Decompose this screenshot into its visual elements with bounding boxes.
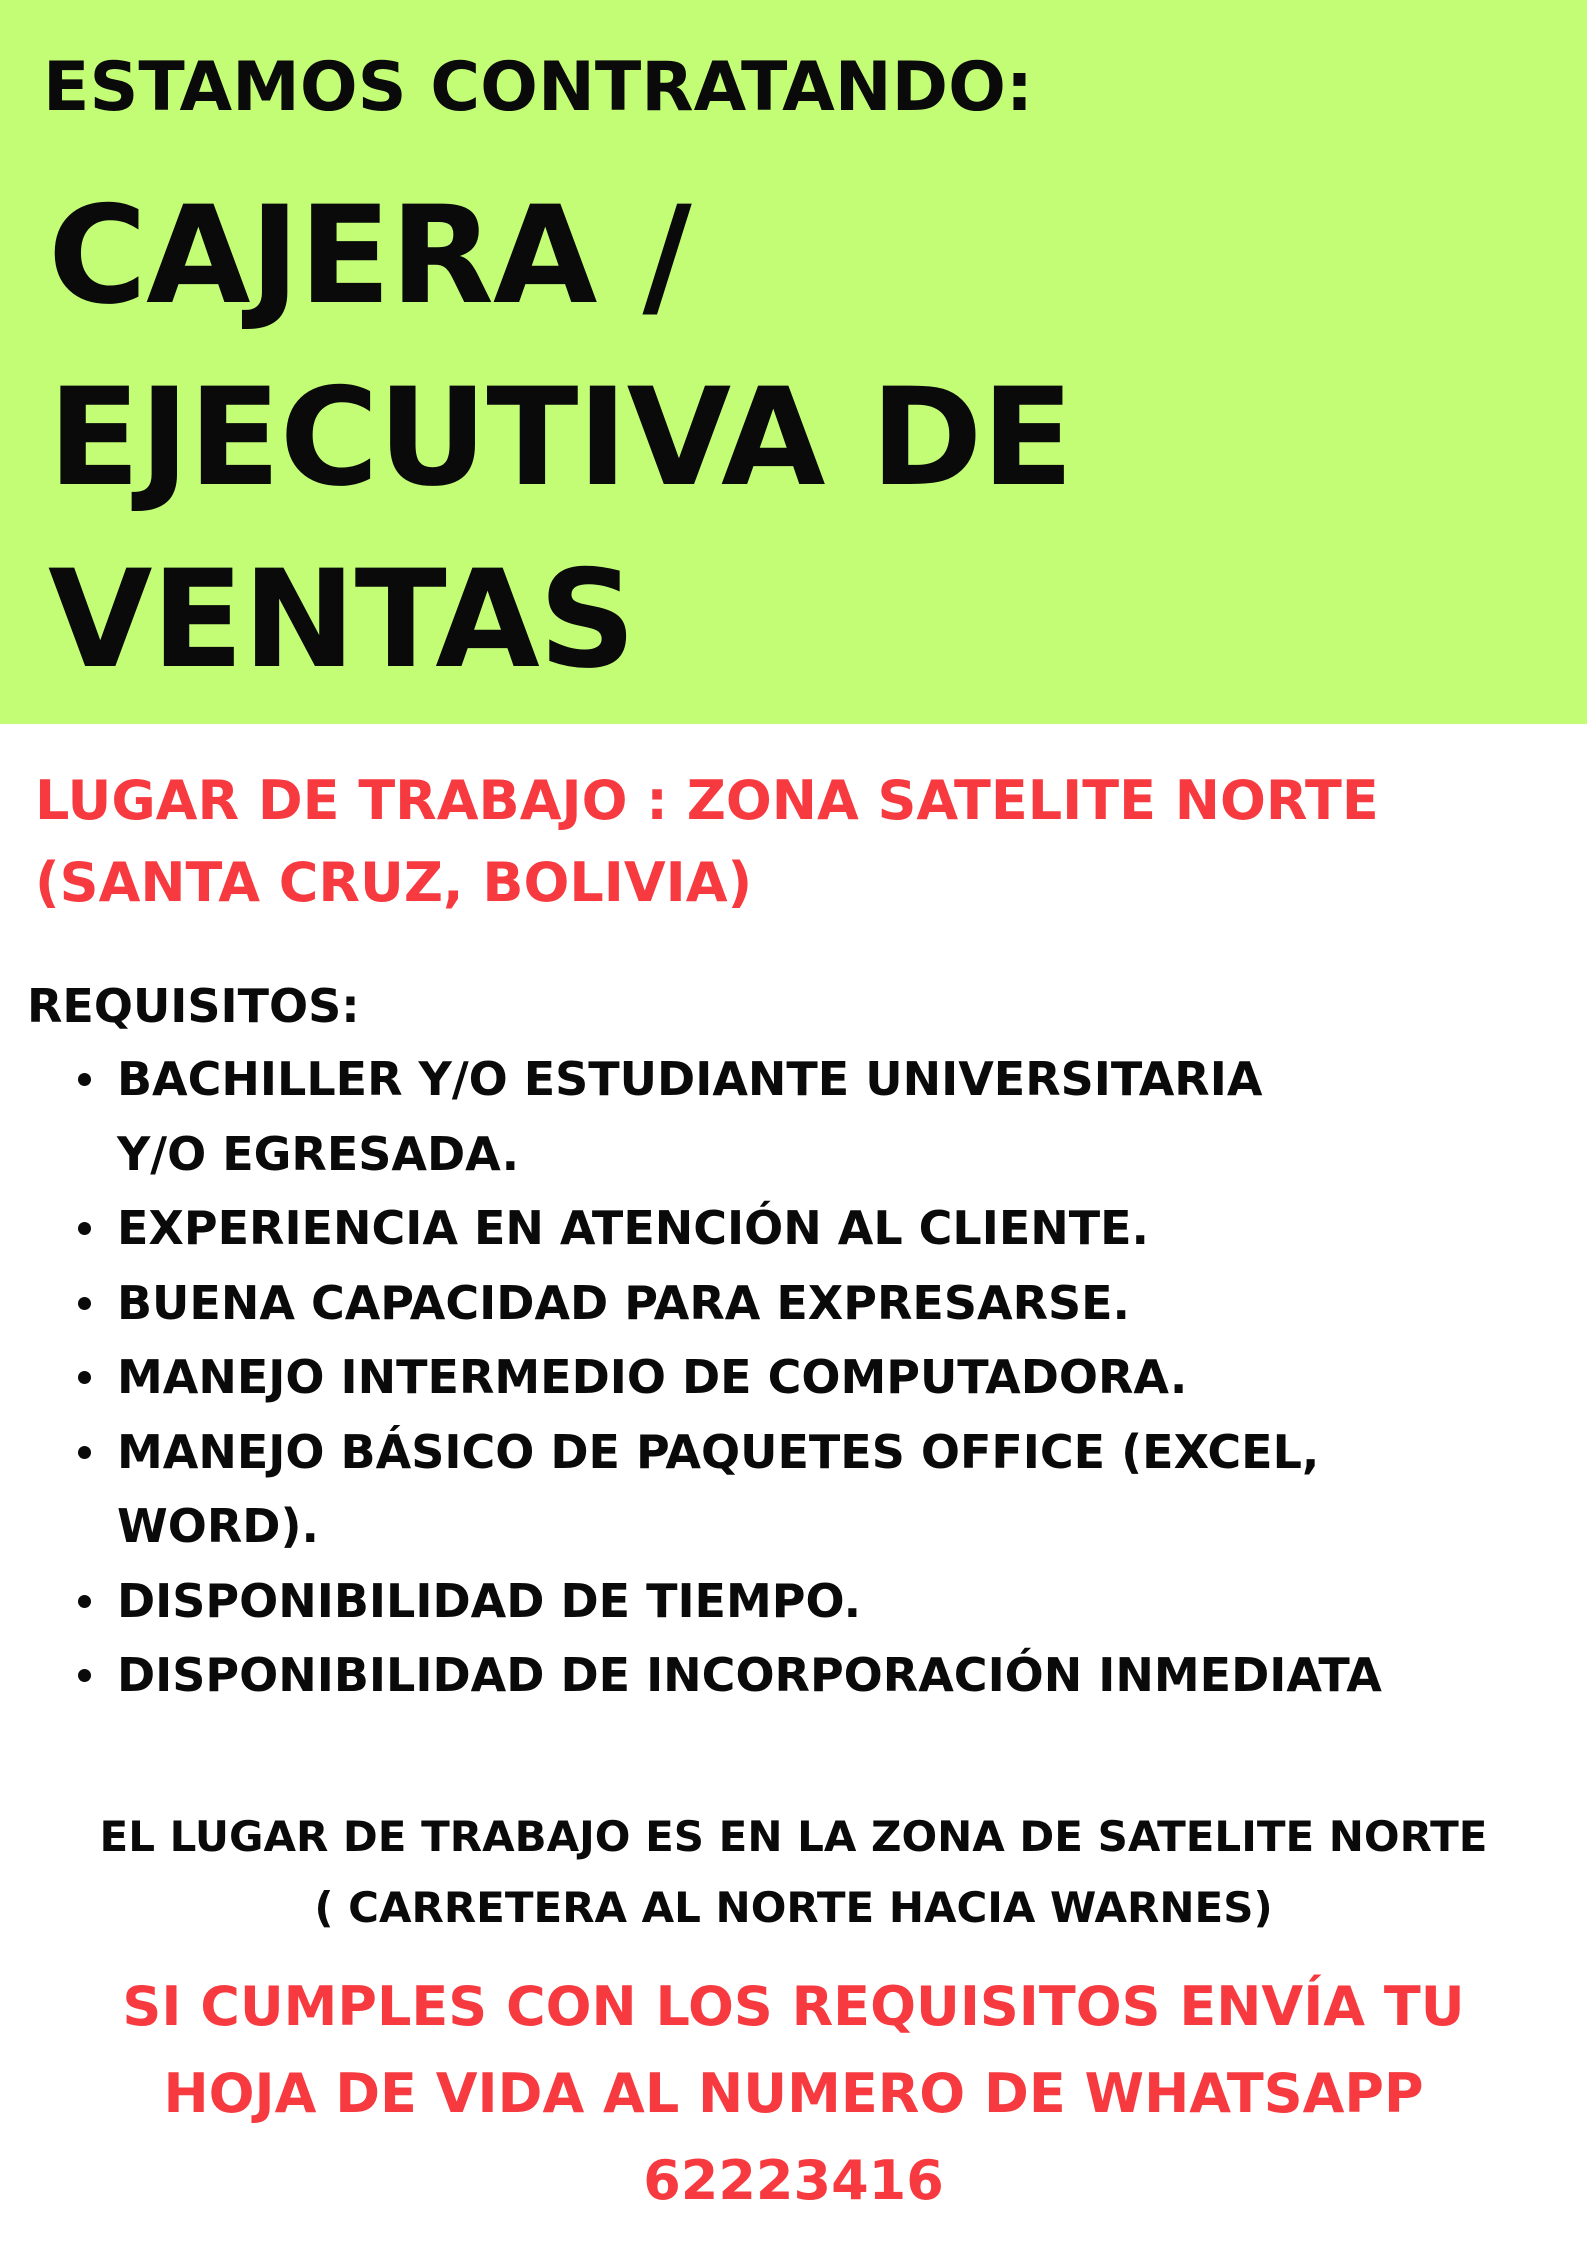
requirement-item	[76, 1191, 1382, 1266]
cta-line: HOJA DE VIDA AL NUMERO DE WHATSAPP	[163, 2062, 1424, 2125]
work-location-line: LUGAR DE TRABAJO : ZONA SATELITE NORTE	[35, 769, 1379, 832]
location-note	[0, 1801, 1587, 1943]
bullet-icon	[78, 1595, 91, 1608]
requirement-line: EXPERIENCIA EN ATENCIÓN AL CLIENTE.	[117, 1201, 1150, 1255]
job-title-line: EJECUTIVA DE	[48, 359, 1073, 516]
requirements-title: REQUISITOS:	[27, 979, 360, 1033]
requirement-line: BUENA CAPACIDAD PARA EXPRESARSE.	[117, 1275, 1131, 1330]
work-location-line: (SANTA CRUZ, BOLIVIA)	[35, 851, 753, 914]
location-note-line: ( CARRETERA AL NORTE HACIA WARNES)	[314, 1883, 1273, 1932]
call-to-action	[0, 1963, 1587, 2224]
bullet-icon	[78, 1371, 91, 1384]
job-title	[48, 165, 1073, 711]
requirement-line: DISPONIBILIDAD DE TIEMPO.	[117, 1573, 862, 1628]
bullet-icon	[78, 1073, 91, 1086]
requirement-line: DISPONIBILIDAD DE INCORPORACIÓN INMEDIATA	[117, 1648, 1382, 1702]
requirement-line: Y/O EGRESADA.	[117, 1126, 520, 1181]
requirement-item	[76, 1266, 1382, 1341]
header-banner	[0, 0, 1587, 724]
requirement-line: BACHILLER Y/O ESTUDIANTE UNIVERSITARIA	[117, 1052, 1263, 1106]
requirement-item	[76, 1340, 1382, 1415]
job-title-line: VENTAS	[48, 541, 635, 698]
cta-line: SI CUMPLES CON LOS REQUISITOS ENVÍA TU	[122, 1975, 1465, 2038]
requirement-line: MANEJO INTERMEDIO DE COMPUTADORA.	[117, 1350, 1188, 1404]
work-location	[35, 760, 1379, 924]
requirement-item	[76, 1638, 1382, 1713]
requirement-item	[76, 1042, 1382, 1191]
requirement-line: WORD).	[117, 1499, 319, 1553]
whatsapp-number: 62223416	[643, 2149, 944, 2212]
job-title-line: CAJERA /	[48, 177, 691, 334]
requirement-line: MANEJO BÁSICO DE PAQUETES OFFICE (EXCEL,	[117, 1424, 1320, 1479]
requirement-item	[76, 1415, 1382, 1564]
bullet-icon	[78, 1297, 91, 1310]
location-note-line: EL LUGAR DE TRABAJO ES EN LA ZONA DE SATELITE NORTE	[99, 1812, 1488, 1861]
hiring-eyebrow: ESTAMOS CONTRATANDO:	[43, 48, 1034, 127]
bullet-icon	[78, 1669, 91, 1682]
bullet-icon	[78, 1222, 91, 1235]
requirement-item	[76, 1564, 1382, 1639]
requirements-list	[76, 1042, 1382, 1713]
bullet-icon	[78, 1446, 91, 1459]
